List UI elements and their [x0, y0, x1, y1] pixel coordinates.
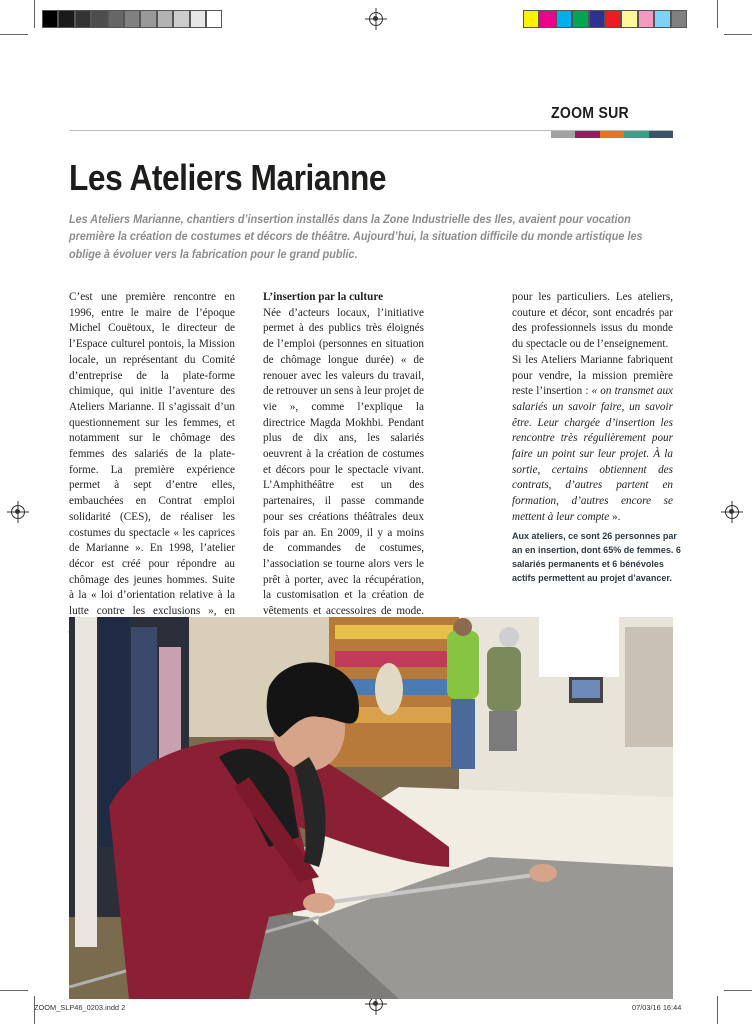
- section-color-bar: [551, 131, 673, 138]
- gray-swatch: [42, 10, 58, 28]
- subheading-insertion-culture: L’insertion par la culture: [263, 291, 384, 303]
- color-swatch: [539, 10, 555, 28]
- body-column-2: [263, 290, 424, 667]
- gray-swatch: [206, 10, 222, 28]
- crop-mark: [717, 996, 718, 1024]
- color-swatch: [638, 10, 654, 28]
- column-3-text: Si les Ateliers Marianne fabriquent pour vendre, la mission première reste l’insertion :: [512, 353, 673, 398]
- color-swatch: [572, 10, 588, 28]
- article-lead: Les Ateliers Marianne, chantiers d’insertion installés dans la Zone Industrielle des Iles, avaient pour vocation première la création de costumes et décors de théâtre. Aujourd’hui, la situation difficile du monde artistique les oblige à évoluer vers la fabrication pour le grand public.: [69, 212, 643, 261]
- body-column-3: [512, 290, 673, 526]
- color-swatch: [654, 10, 670, 28]
- gray-swatch: [108, 10, 124, 28]
- photo-illustration: [69, 617, 673, 999]
- column-3-quote: « on transmet aux salariés un savoir faire, un savoir être. Leur chargée d’insertion les rencontre très régulièrement pour faire un point sur leur projet. À la sortie, certains obtiennent des contrats, d’autres partent en formation, d’autres encore se mettent à leur compte: [512, 385, 673, 523]
- gray-swatch: [157, 10, 173, 28]
- color-swatch: [605, 10, 621, 28]
- accent-color-segment: [551, 131, 575, 138]
- crop-mark: [0, 990, 28, 991]
- column-1-text: C’est une première rencontre en 1996, entre le maire de l’époque Michel Couëtoux, le directeur de l’Espace culturel pontois, la Mission locale, un représentant du Comité d’entreprise de la plate-forme chimique, qui initie l’aventure des Ateliers Marianne. Il s’agissait d’un questionnement sur les femmes, et notamment sur le chômage des femmes des salariés de la plate-forme. La première expérience permet à sept d’entre elles, embauchées en Contrat emploi solidarité (CES), de réaliser les costumes du spectacle « les caprices de Marianne ». En 1998, l’atelier décor est créé pour répondre au chômage des jeunes hommes. Suite à la « loi d’orientation relative à la lutte contre les exclusions », en: [69, 291, 235, 618]
- article-title: Les Ateliers Marianne: [69, 157, 387, 198]
- column-3-quote-end: ».: [609, 510, 621, 523]
- color-swatch: [589, 10, 605, 28]
- accent-color-segment: [624, 131, 648, 138]
- color-swatch: [523, 10, 539, 28]
- accent-color-segment: [600, 131, 624, 138]
- key-figures-callout: Aux ateliers, ce sont 26 personnes par an en insertion, dont 65% de femmes. 6 salariés permanents et 6 bénévoles actifs permettent au projet d’avancer.: [512, 531, 681, 585]
- grayscale-calibration-strip: [42, 10, 222, 28]
- accent-color-segment: [575, 131, 599, 138]
- accent-color-segment: [649, 131, 673, 138]
- crop-mark: [0, 34, 28, 35]
- gray-swatch: [75, 10, 91, 28]
- registration-mark-left: [11, 505, 25, 519]
- color-calibration-strip: [523, 10, 687, 28]
- section-label: ZOOM SUR: [551, 105, 629, 122]
- footer-file-name: ZOOM_SLP46_0203.indd 2: [34, 1003, 126, 1012]
- registration-mark-bottom: [369, 997, 383, 1011]
- registration-mark-top: [369, 12, 383, 26]
- gray-swatch: [124, 10, 140, 28]
- column-2-text: Née d’acteurs locaux, l’initiative permet à des publics très éloignés de l’emploi (personnes en situation de chômage longue durée) « de renouer avec les valeurs du travail, de retrouver un sens à leur projet de vie », comme l’explique la directrice Magda Mokhbi. Pendant plus de dix ans, les salariés oeuvrent à la création de costumes et décors pour le spectacle vivant. L’Amphithéâtre est un des partenaires, il passe commande pour ses créations théâtrales deux fois par an. En 2009, il y a moins de commandes de costumes, l’association se tourne alors vers le prêt à porter, avec la récupération, la customisation et la création de vêtements et accessoires de mode.: [263, 306, 424, 618]
- body-column-1: [69, 290, 235, 667]
- crop-mark: [717, 0, 718, 28]
- gray-swatch: [190, 10, 206, 28]
- color-swatch: [556, 10, 572, 28]
- gray-swatch: [58, 10, 74, 28]
- article-photo: [69, 617, 673, 999]
- gray-swatch: [91, 10, 107, 28]
- color-swatch: [671, 10, 687, 28]
- gray-swatch: [140, 10, 156, 28]
- crop-mark: [724, 34, 752, 35]
- crop-mark: [34, 0, 35, 28]
- column-3-paragraph-1: pour les particuliers. Les ateliers, couture et décor, sont encadrés par des professionnels issus du monde du spectacle ou de l’enseignement.: [512, 291, 673, 351]
- crop-mark: [724, 990, 752, 991]
- registration-mark-right: [725, 505, 739, 519]
- column-3-paragraph-2: [512, 353, 673, 526]
- color-swatch: [621, 10, 637, 28]
- footer-timestamp: 07/03/16 16:44: [632, 1003, 682, 1012]
- gray-swatch: [173, 10, 189, 28]
